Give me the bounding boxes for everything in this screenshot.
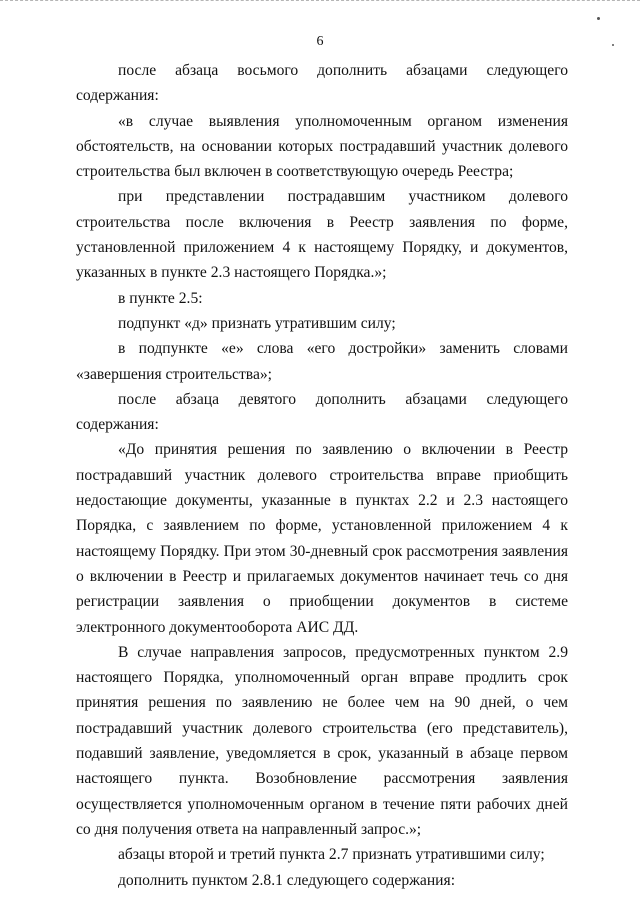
paragraph: после абзаца девятого дополнить абзацами следующего содержания: — [76, 390, 568, 434]
paragraph: при представлении пострадавшим участником долевого строительства после включения в Реестр заявления по форме, установленной приложением 4 к настоящему Порядку, и документов, указанных в пункте 2.3 настоящего Порядка.»; — [76, 188, 568, 282]
paragraph: «До принятия решения по заявлению о включении в Реестр пострадавший участник долевого строительства вправе приобщить недостающие документы, указанные в пунктах 2.2 и 2.3 настоящего Порядка, с заявлением по форме, установленной приложением 4 к настоящему Порядку. При этом 30-дневный срок рассмотрения заявления о включении в Реестр и прилагаемых документов начинает течь со дня регистрации заявления о приобщении документов в системе электронного документооборота АИС ДД. — [76, 441, 568, 636]
scan-speck — [597, 17, 600, 20]
document-body — [76, 58, 568, 893]
page-top-edge — [0, 0, 640, 2]
paragraph: после абзаца восьмого дополнить абзацами следующего содержания: — [76, 62, 568, 105]
paragraph: дополнить пунктом 2.8.1 следующего содержания: — [118, 871, 456, 889]
page-number: 6 — [316, 34, 324, 49]
paragraph: в подпункте «е» слова «его достройки» заменить словами «завершения строительства»; — [76, 340, 568, 383]
paragraph: в пункте 2.5: — [118, 289, 203, 307]
paragraph: «в случае выявления уполномоченным органом изменения обстоятельств, на основании которых пострадавший участник долевого строительства был включен в соответствующую очередь Реестра; — [76, 112, 568, 181]
paragraph: подпункт «д» признать утратившим силу; — [118, 314, 396, 332]
paragraph: абзацы второй и третий пункта 2.7 признать утратившими силу; — [118, 846, 545, 864]
paragraph: В случае направления запросов, предусмотренных пунктом 2.9 настоящего Порядка, уполномоченный орган вправе продлить срок принятия решения по заявлению не более чем на 90 дней, о чем пострадавший участник долевого строительства (его представитель), подавший заявление, уведомляется в срок, указанный в абзаце первом настоящего пункта. Возобновление рассмотрения заявления осуществляется уполномоченным органом в течение пяти рабочих дней со дня получения ответа на направленный запрос.»; — [76, 643, 568, 838]
